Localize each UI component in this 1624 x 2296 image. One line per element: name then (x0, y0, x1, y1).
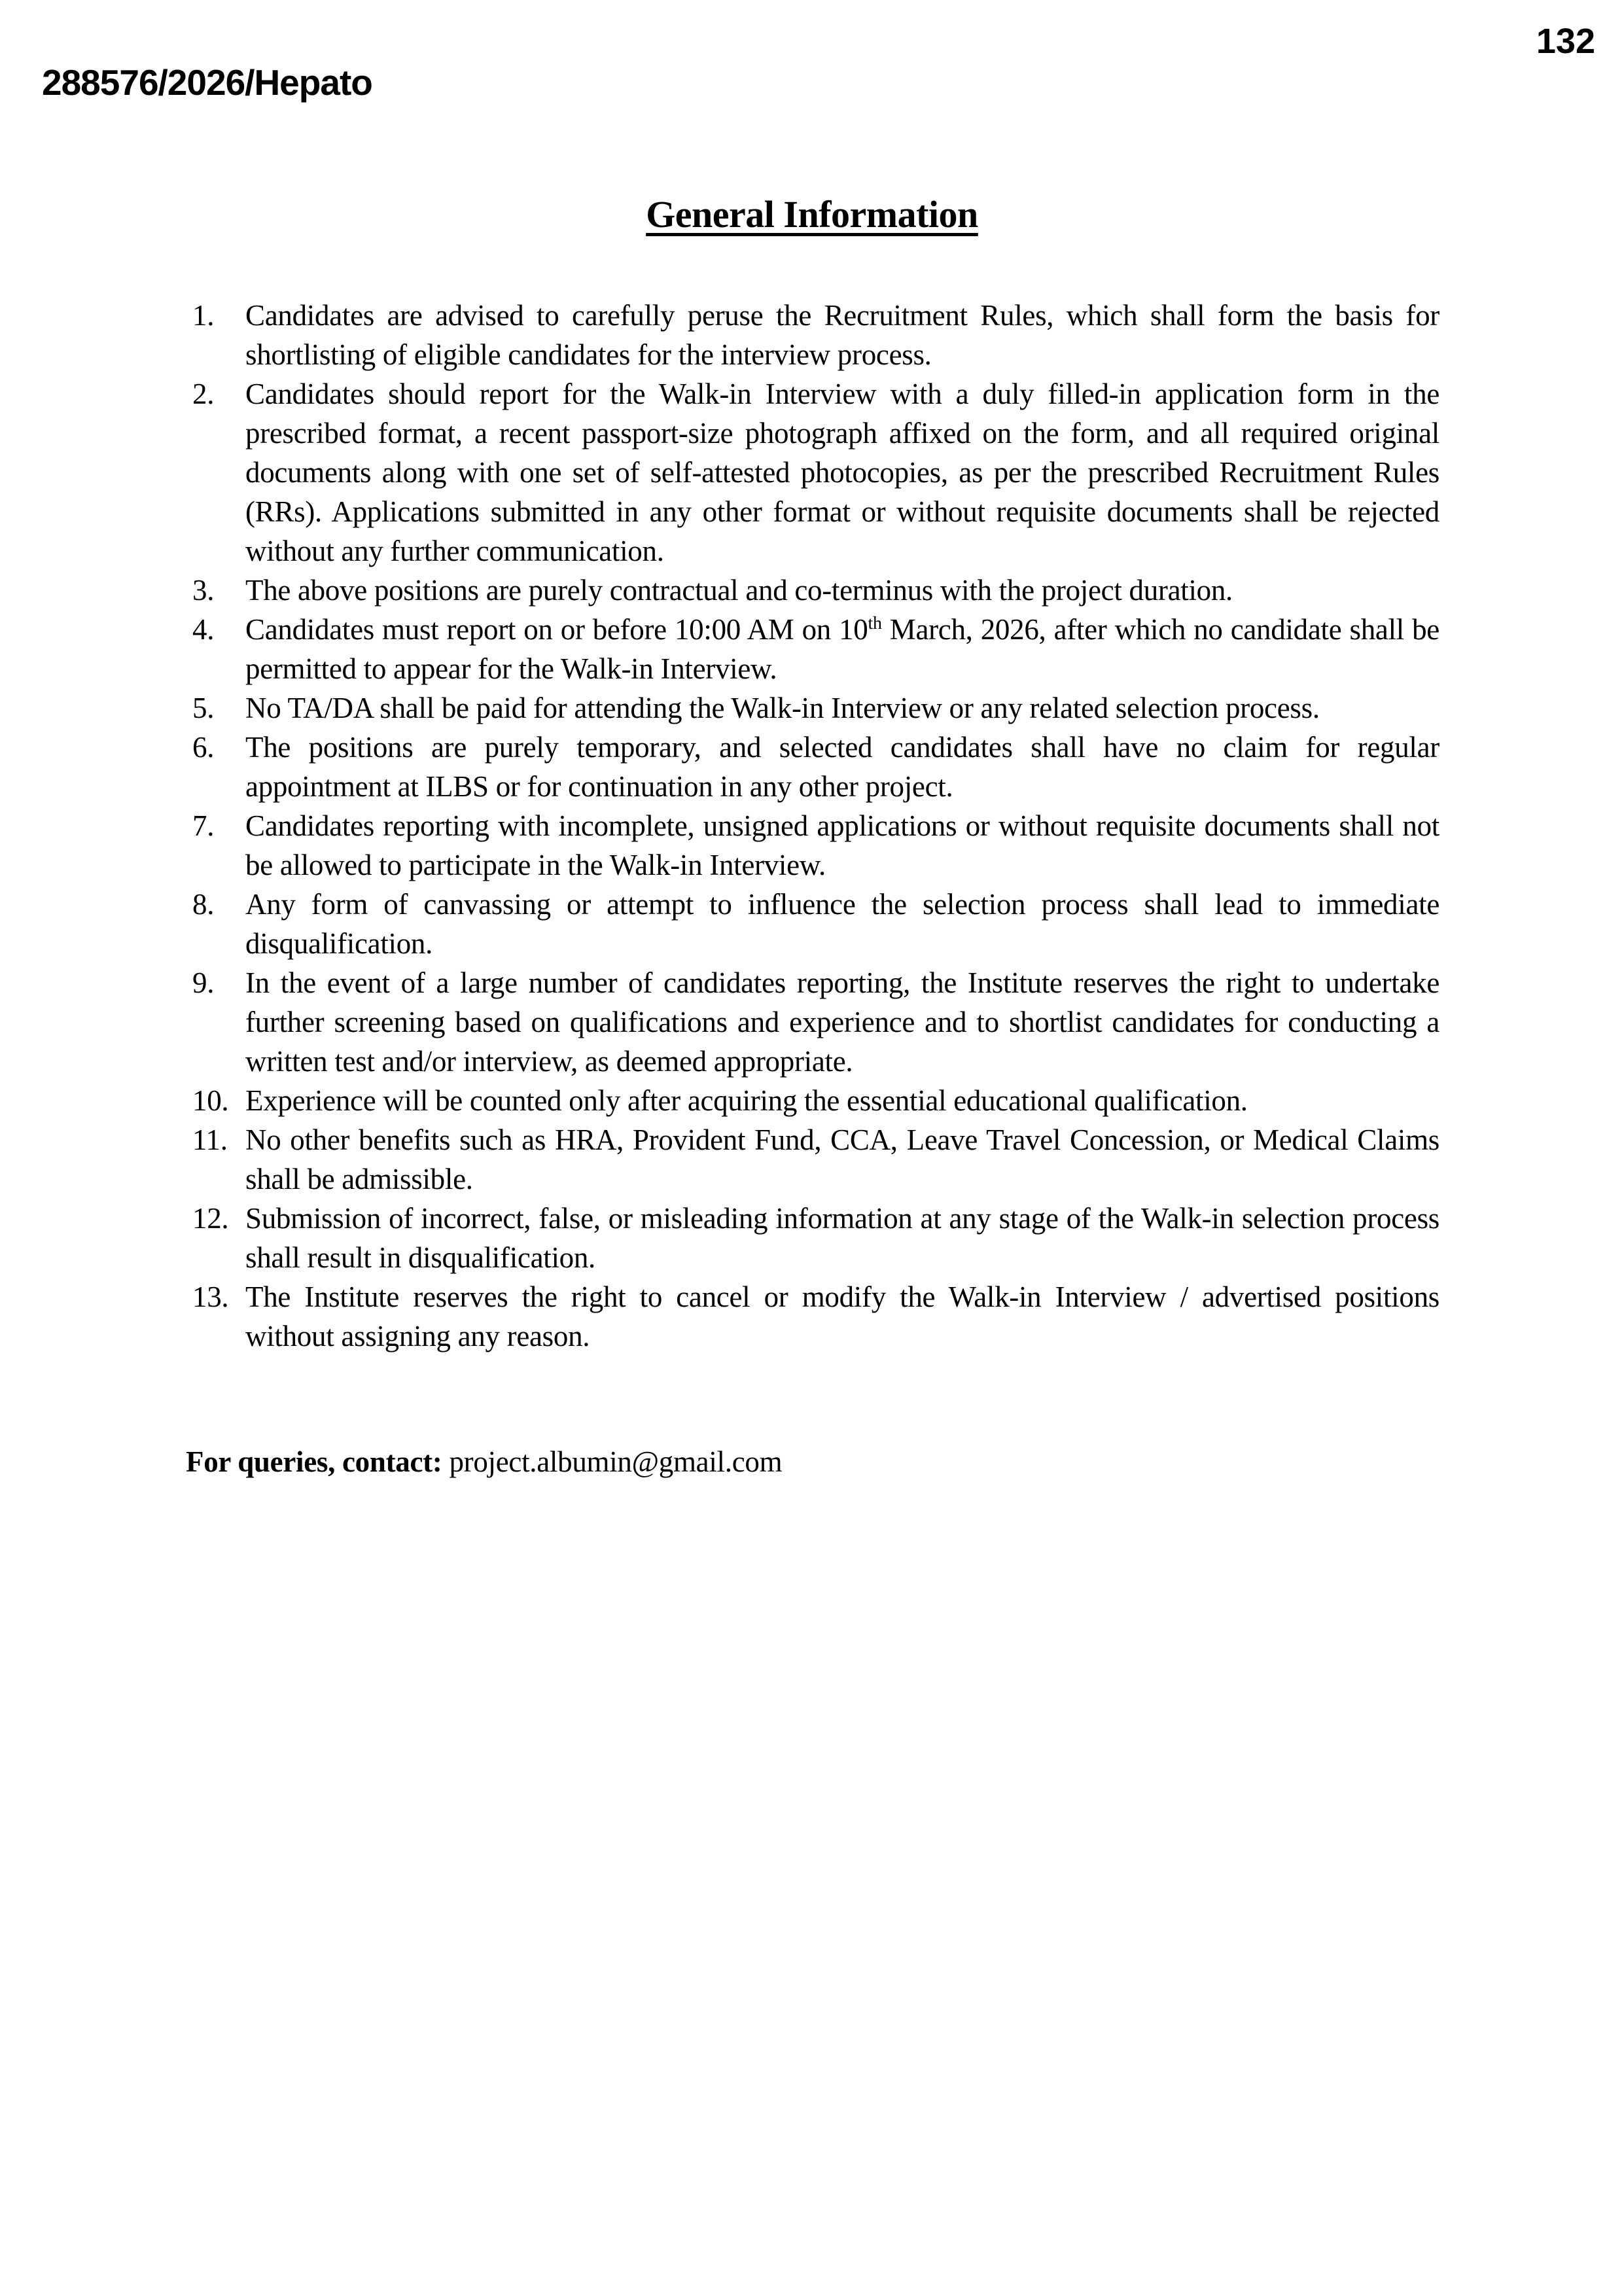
contact-email: project.albumin@gmail.com (449, 1445, 783, 1478)
list-item (192, 571, 1439, 610)
item-number: 6. (192, 731, 215, 764)
list-item (192, 296, 1439, 374)
ordinal-superscript: th (868, 613, 882, 633)
item-text: No TA/DA shall be paid for attending the Walk-in Interview or any related selection process. (245, 692, 1320, 724)
list-item (192, 963, 1439, 1081)
item-number: 3. (192, 574, 215, 607)
item-text: Candidates reporting with incomplete, unsigned applications or without requisite documents shall not be allowed to participate in the Walk-in Interview. (245, 809, 1439, 881)
item-text: Submission of incorrect, false, or misleading information at any stage of the Walk-in selection process shall result in disqualification. (245, 1202, 1439, 1274)
item-text: No other benefits such as HRA, Provident Fund, CCA, Leave Travel Concession, or Medical Claims shall be admissible. (245, 1123, 1439, 1195)
list-item (192, 610, 1439, 688)
item-number: 7. (192, 809, 215, 842)
item-number: 4. (192, 613, 215, 646)
general-info-list (192, 296, 1439, 1356)
item-number: 2. (192, 378, 215, 410)
item-number: 10. (192, 1084, 229, 1117)
contact-label: For queries, contact: (186, 1445, 442, 1478)
list-item (192, 688, 1439, 728)
item-number: 12. (192, 1202, 229, 1235)
item-text: In the event of a large number of candidates reporting, the Institute reserves the right to undertake further screening based on qualifications and experience and to shortlist candidates for conducting a written test and/or interview, as deemed appropriate. (245, 966, 1439, 1078)
item-number: 9. (192, 966, 215, 999)
contact-line (186, 1442, 782, 1481)
item-text-segment: March, 2026, after which no candidate shall be permitted to appear for the Walk-in Interview. (245, 613, 1439, 685)
list-item (192, 728, 1439, 806)
item-number: 5. (192, 692, 215, 724)
item-text: Candidates are advised to carefully peruse the Recruitment Rules, which shall form the basis for shortlisting of eligible candidates for the interview process. (245, 299, 1439, 371)
item-text: The positions are purely temporary, and selected candidates shall have no claim for regular appointment at ILBS or for continuation in any other project. (245, 731, 1439, 803)
list-item (192, 1120, 1439, 1199)
document-reference: 288576/2026/Hepato (42, 62, 372, 103)
list-item (192, 806, 1439, 885)
list-item (192, 1199, 1439, 1277)
page-number: 132 (1536, 22, 1595, 61)
item-number: 8. (192, 888, 215, 921)
list-item (192, 374, 1439, 571)
page-title (0, 192, 1624, 236)
item-text: Candidates should report for the Walk-in Interview with a duly filled-in application form in the prescribed format, a recent passport-size photograph affixed on the form, and all required original documents along with one set of self-attested photocopies, as per the prescribed Recruitment Rules (RRs). Applications submitted in any other format or without requisite documents shall be rejected without any further communication. (245, 378, 1439, 567)
item-text-segment: Candidates must report on or before 10:00 AM on 10 (245, 613, 868, 646)
item-number: 11. (192, 1123, 228, 1156)
list-item (192, 885, 1439, 963)
item-text: The Institute reserves the right to cancel or modify the Walk-in Interview / advertised positions without assigning any reason. (245, 1280, 1439, 1352)
list-item (192, 1081, 1439, 1120)
item-text: Experience will be counted only after acquiring the essential educational qualification. (245, 1084, 1248, 1117)
page-title-text: General Information (646, 193, 978, 236)
list-item (192, 1277, 1439, 1356)
item-text: The above positions are purely contractual and co-terminus with the project duration. (245, 574, 1233, 607)
item-text (245, 610, 1439, 688)
item-text: Any form of canvassing or attempt to influence the selection process shall lead to immediate disqualification. (245, 888, 1439, 960)
item-number: 1. (192, 299, 215, 332)
item-number: 13. (192, 1280, 229, 1313)
